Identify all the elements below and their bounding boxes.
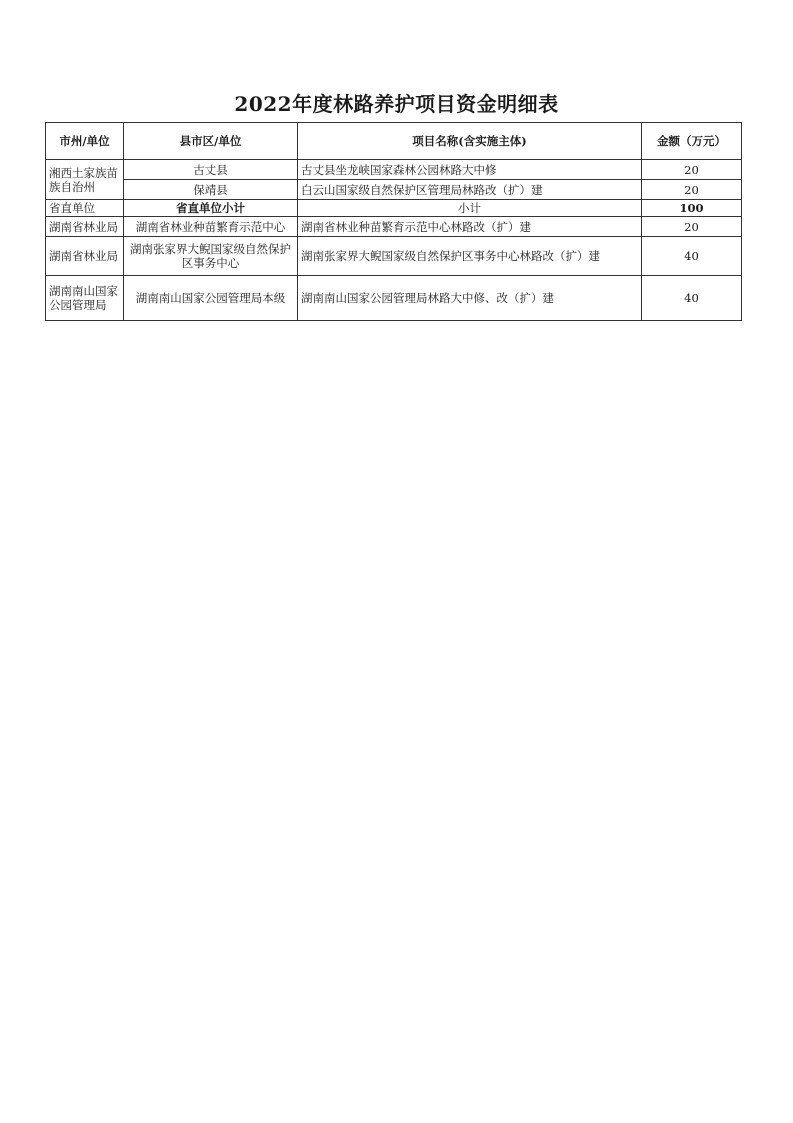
- cell-county: 湖南省林业种苗繁育示范中心: [124, 217, 298, 237]
- cell-city: 湖南省林业局: [46, 217, 124, 237]
- cell-amount: 40: [642, 276, 742, 321]
- cell-project: 古丈县坐龙峡国家森林公园林路大中修: [298, 160, 642, 180]
- cell-project: 白云山国家级自然保护区管理局林路改（扩）建: [298, 180, 642, 200]
- cell-amount: 40: [642, 237, 742, 276]
- table-row: [46, 237, 742, 276]
- cell-amount: 100: [642, 200, 742, 217]
- cell-city: 省直单位: [46, 200, 124, 217]
- header-county-unit: 县市区/单位: [124, 123, 298, 160]
- table-header-row: [46, 123, 742, 160]
- cell-county: 古丈县: [124, 160, 298, 180]
- table-row: [46, 217, 742, 237]
- cell-project: 湖南张家界大鲵国家级自然保护区事务中心林路改（扩）建: [298, 237, 642, 276]
- cell-county: 保靖县: [124, 180, 298, 200]
- table-row: [46, 180, 742, 200]
- cell-amount: 20: [642, 160, 742, 180]
- cell-city: 湘西土家族苗族自治州: [46, 160, 124, 200]
- page-title: 2022年度林路养护项目资金明细表: [234, 92, 559, 116]
- cell-project: 湖南南山国家公园管理局林路大中修、改（扩）建: [298, 276, 642, 321]
- header-project-name: 项目名称(含实施主体): [298, 123, 642, 160]
- header-amount: 金额（万元）: [642, 123, 742, 160]
- cell-project: 小计: [298, 200, 642, 217]
- header-city-unit: 市州/单位: [46, 123, 124, 160]
- cell-county: 湖南张家界大鲵国家级自然保护区事务中心: [124, 237, 298, 276]
- cell-city: 湖南省林业局: [46, 237, 124, 276]
- cell-amount: 20: [642, 217, 742, 237]
- cell-project: 湖南省林业种苗繁育示范中心林路改（扩）建: [298, 217, 642, 237]
- table-row: [46, 276, 742, 321]
- subtotal-row: [46, 200, 742, 217]
- cell-amount: 20: [642, 180, 742, 200]
- cell-county: 湖南南山国家公园管理局本级: [124, 276, 298, 321]
- funding-detail-table: [45, 122, 742, 321]
- cell-city: 湖南南山国家公园管理局: [46, 276, 124, 321]
- cell-county: 省直单位小计: [124, 200, 298, 217]
- table-row: [46, 160, 742, 180]
